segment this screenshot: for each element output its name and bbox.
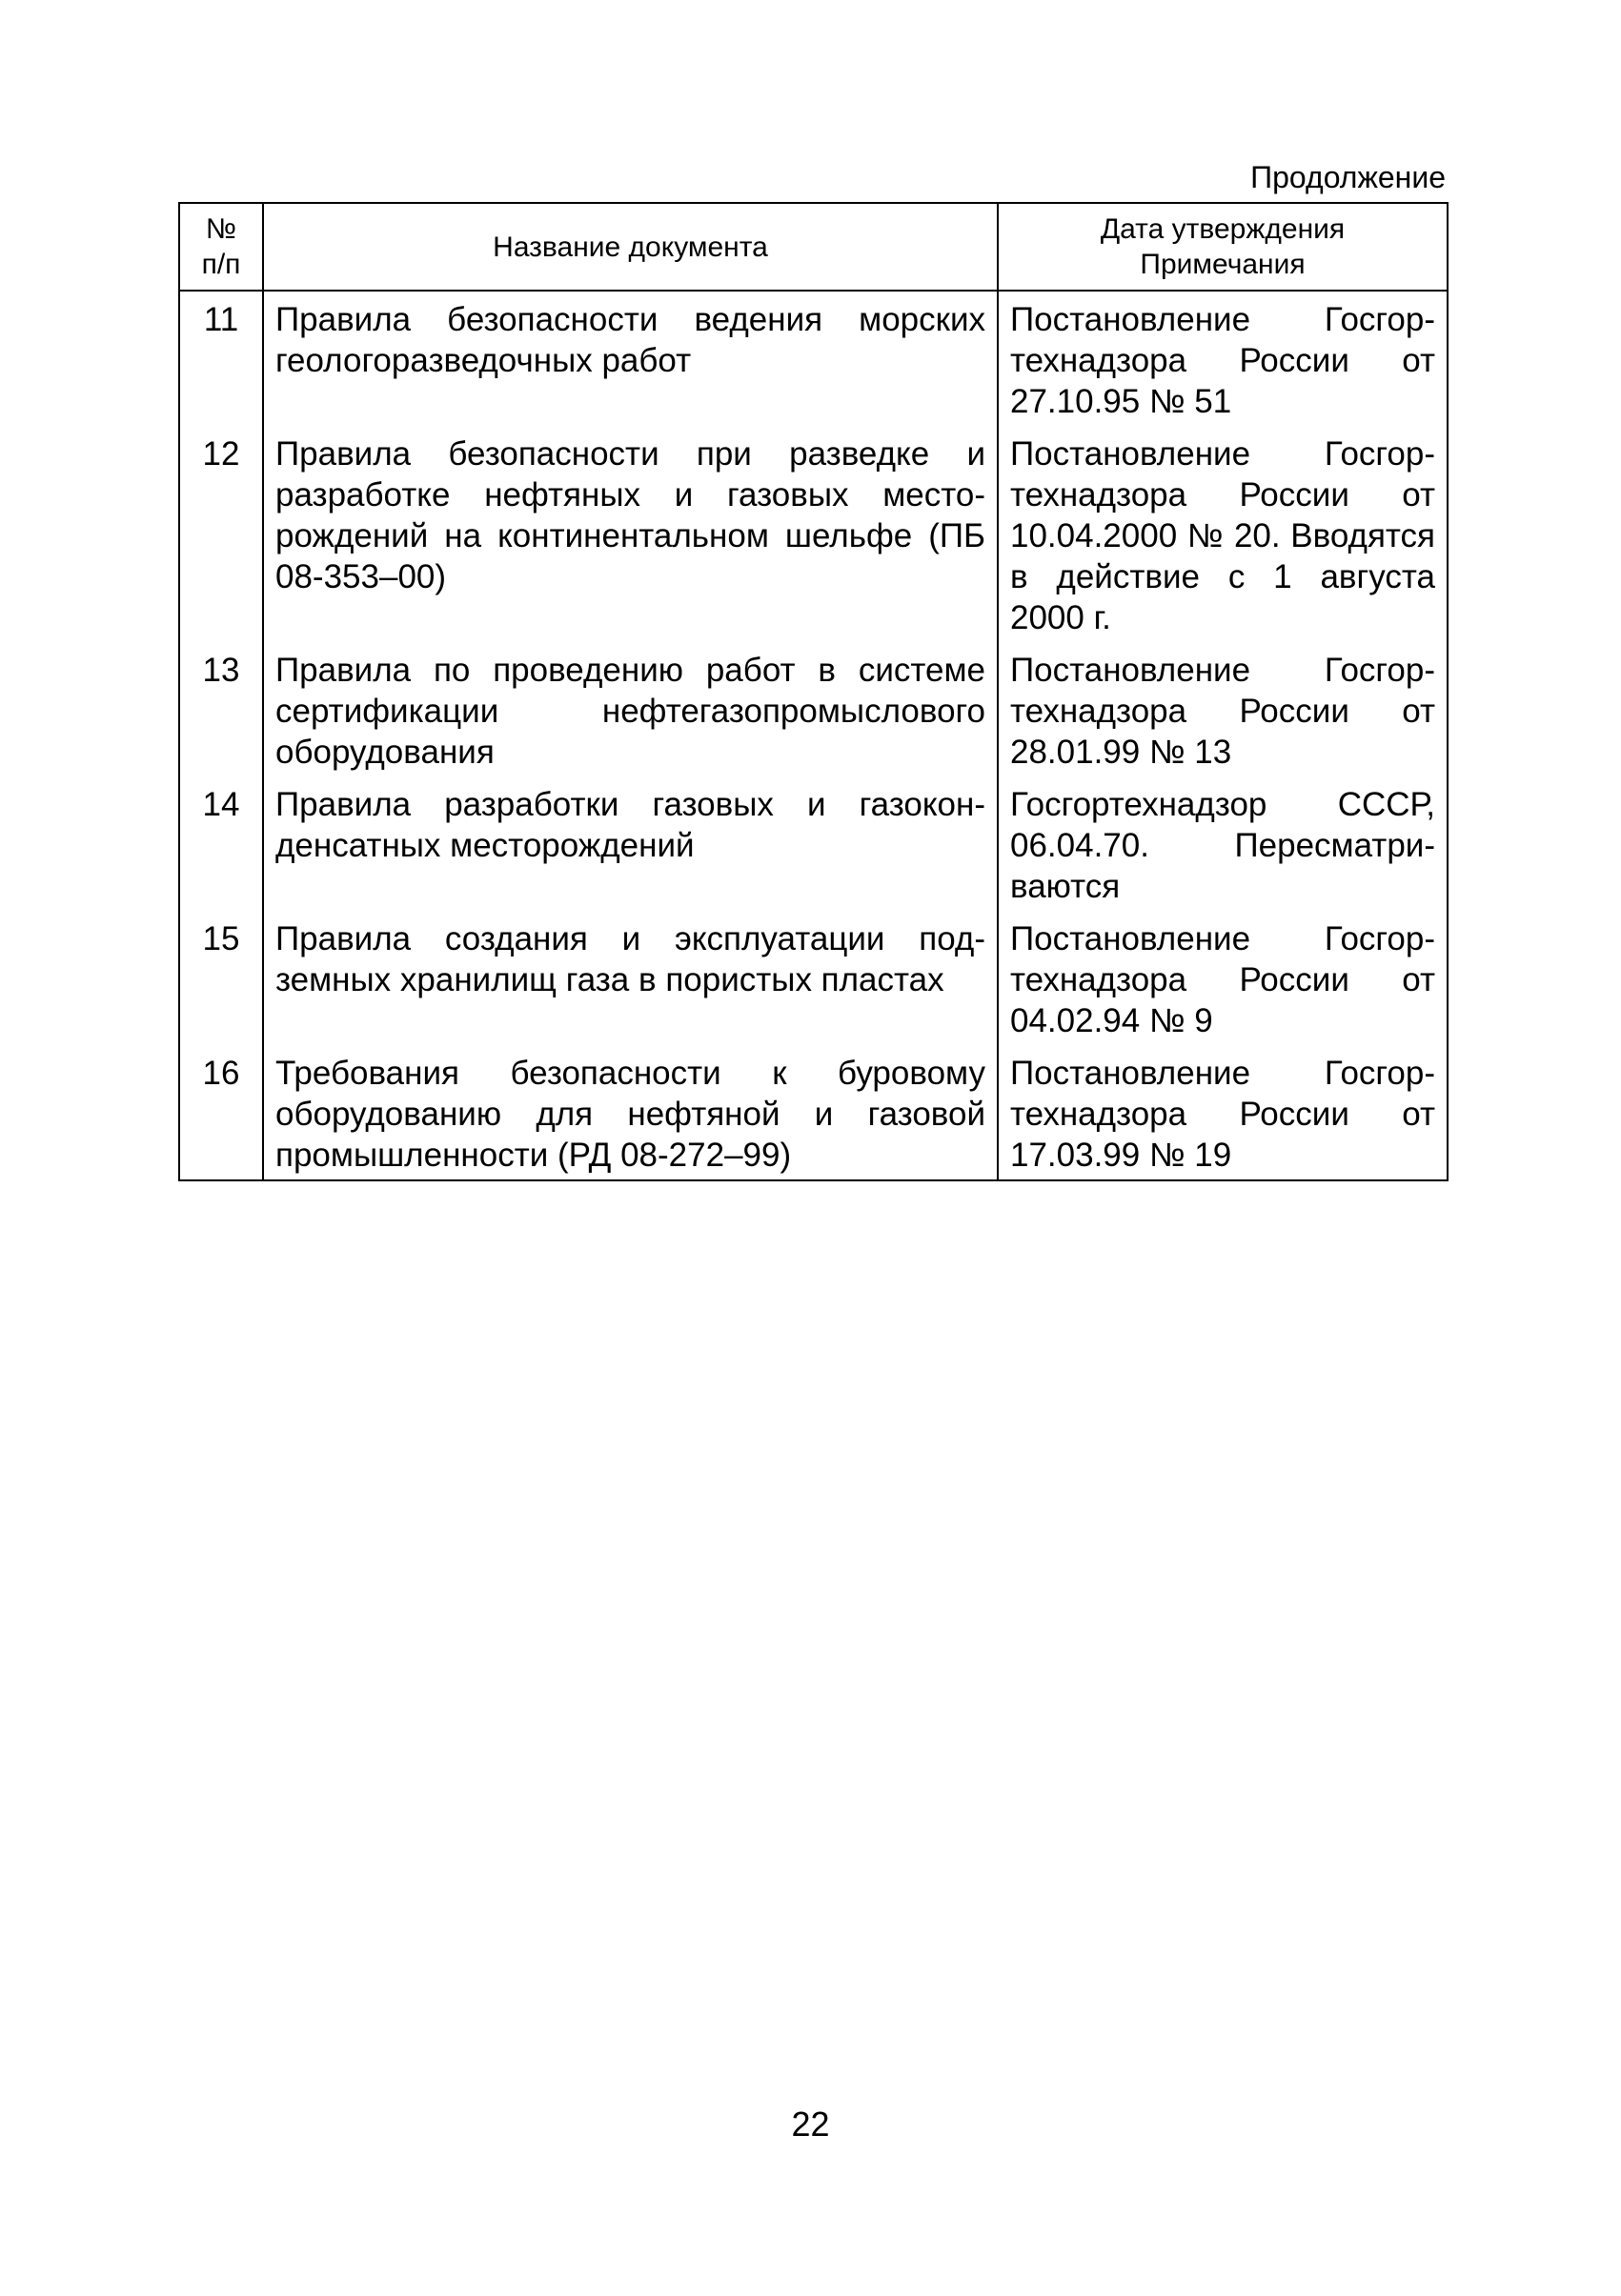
table-row	[179, 911, 1448, 1045]
row-document-name: Правила по проведению работ в системе сертификации нефтегазопромыслового оборудования	[263, 642, 998, 776]
row-number: 13	[179, 642, 263, 776]
row-approval-date: Госгортехнадзор СССР, 06.04.70. Пересматриваются	[998, 776, 1448, 911]
table-row	[179, 1045, 1448, 1180]
header-number	[179, 203, 263, 291]
page-number: 22	[791, 2105, 830, 2144]
row-approval-date: Постановление Госгортехнадзора России от 04.02.94 № 9	[998, 911, 1448, 1045]
header-approval-date	[998, 203, 1448, 291]
row-document-name: Требования безопасности к буровому оборудованию для нефтяной и газовой промышленности (РД 08-272–99)	[263, 1045, 998, 1180]
row-document-name: Правила безопасности ведения морских геологоразведочных работ	[263, 291, 998, 426]
header-date-line2: Примечания	[1140, 249, 1306, 280]
table-header-row	[179, 203, 1448, 291]
table-row	[179, 642, 1448, 776]
continuation-label: Продолжение	[1250, 160, 1446, 194]
row-approval-date: Постановление Госгортехнадзора России от 10.04.2000 № 20. Вводятся в действие с 1 августа 2000 г.	[998, 426, 1448, 642]
table-row	[179, 776, 1448, 911]
header-number-line2: п/п	[201, 249, 241, 280]
header-document-name: Название документа	[263, 203, 998, 291]
row-number: 15	[179, 911, 263, 1045]
row-number: 16	[179, 1045, 263, 1180]
row-approval-date: Постановление Госгортехнадзора России от 27.10.95 № 51	[998, 291, 1448, 426]
row-number: 11	[179, 291, 263, 426]
row-number: 14	[179, 776, 263, 911]
row-document-name: Правила безопасности при разведке и разработке нефтяных и газовых месторождений на континентальном шельфе (ПБ 08-353–00)	[263, 426, 998, 642]
documents-table	[178, 202, 1449, 1181]
row-approval-date: Постановление Госгортехнадзора России от 17.03.99 № 19	[998, 1045, 1448, 1180]
row-document-name: Правила разработки газовых и газоконденсатных месторождений	[263, 776, 998, 911]
row-number: 12	[179, 426, 263, 642]
header-number-line1: №	[205, 213, 237, 245]
header-date-line1: Дата утверждения	[1100, 213, 1346, 245]
row-approval-date: Постановление Госгортехнадзора России от 28.01.99 № 13	[998, 642, 1448, 776]
table-row	[179, 291, 1448, 426]
row-document-name: Правила создания и эксплуатации подземных хранилищ газа в пористых пластах	[263, 911, 998, 1045]
table-row	[179, 426, 1448, 642]
